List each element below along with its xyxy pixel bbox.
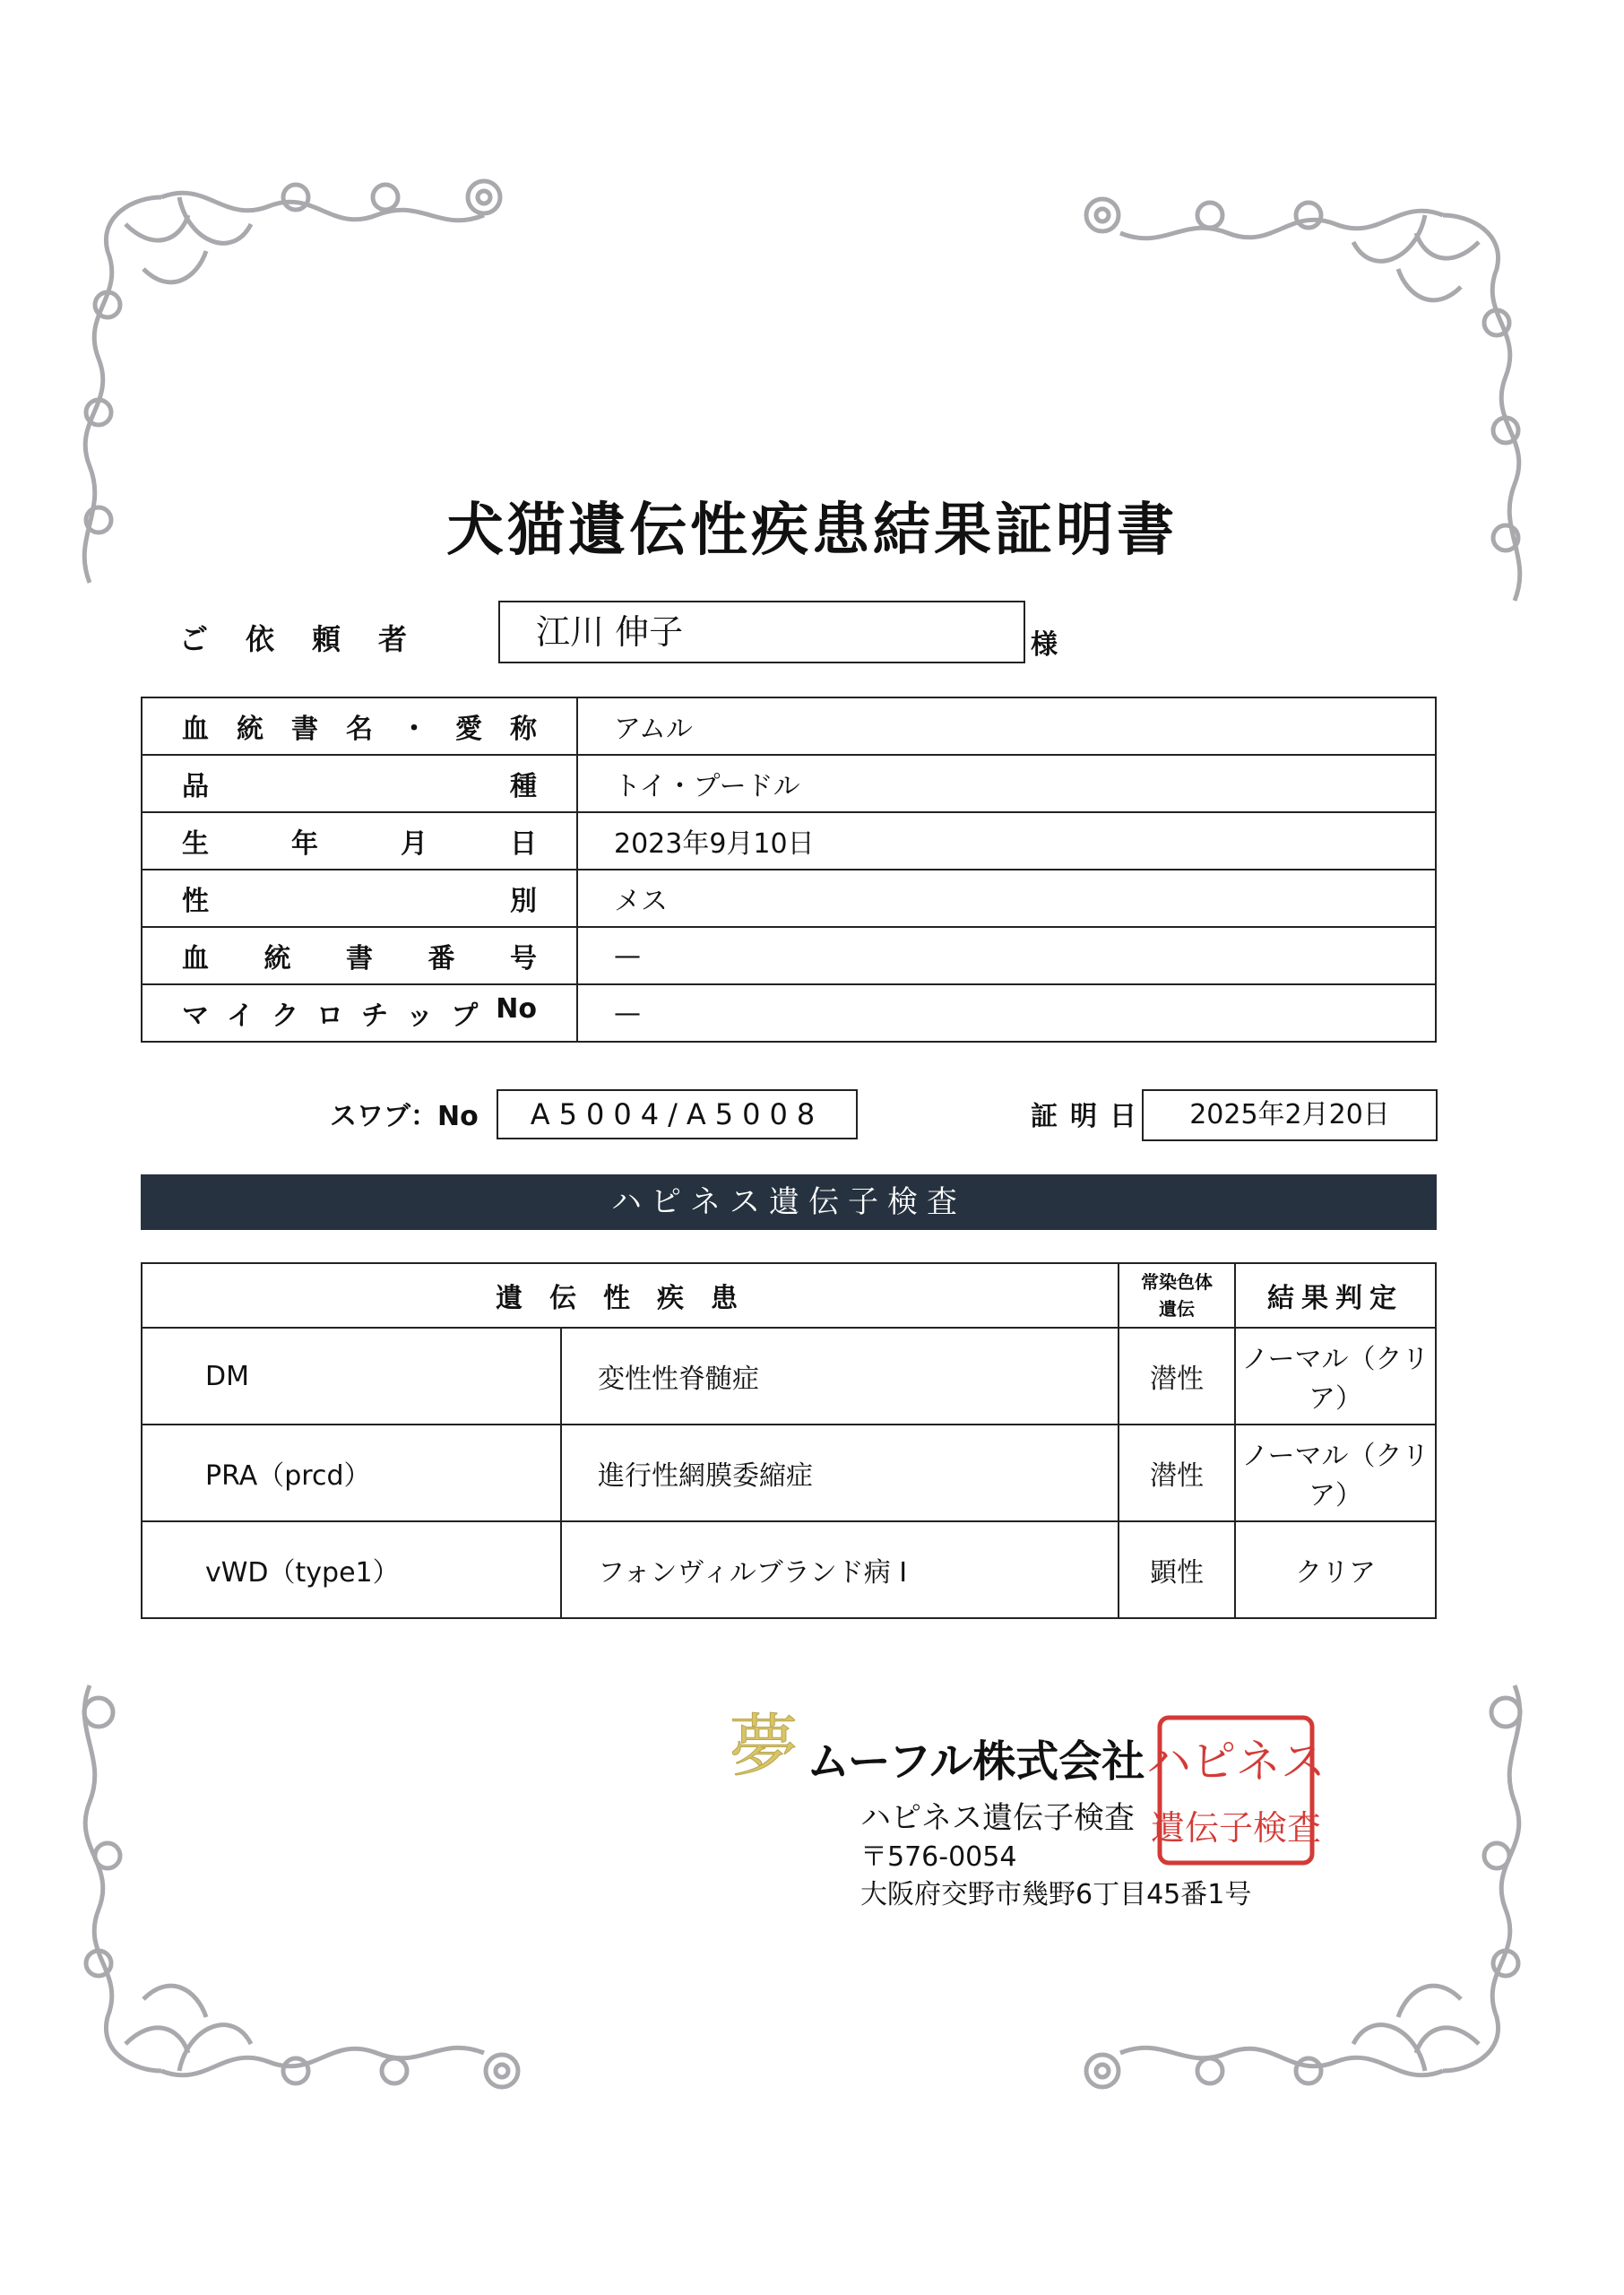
header-disease: 遺伝性疾患 [142,1263,1119,1328]
requester-honorific: 様 [1031,629,1058,661]
test-results-header [142,1263,1436,1328]
label-char: 名 [346,714,373,745]
test-row [142,1521,1436,1618]
test-result: ノーマル（クリア） [1235,1425,1436,1521]
swab-number-field: A5004/A5008 [497,1089,858,1139]
header-inheritance: 常染色体 遺伝 [1119,1263,1235,1328]
label-char: 番 [428,943,455,974]
info-row-label [142,755,577,812]
label-char: 書 [346,943,373,974]
label-char: チ [361,1000,389,1032]
label-char: マ [182,1000,209,1032]
info-row [142,984,1436,1042]
info-row-value: アムル [577,697,1436,755]
info-row-label-chars [182,821,537,861]
company-logo [726,1703,807,1788]
info-row-value: — [577,927,1436,984]
test-code: DM [142,1328,561,1425]
label-char: 統 [237,714,263,745]
info-row-label-chars [182,936,537,975]
certification-date-label: 証明日 [1031,1101,1149,1132]
test-result: ノーマル（クリア） [1235,1328,1436,1425]
info-row-label [142,697,577,755]
info-row-value: 2023年9月10日 [577,812,1436,870]
label-char: ・ [401,714,428,745]
requester-label: ご依頼者 [179,622,445,656]
label-char: ッ [406,1000,434,1032]
label-char: 月 [401,828,428,860]
pet-info-table [141,697,1437,1043]
label-char: 愛 [455,714,482,745]
section-banner: ハピネス遺伝子検査 [141,1174,1437,1230]
label-char: 生 [182,828,209,860]
company-address: 大阪府交野市幾野6丁目45番1号 [860,1879,1252,1910]
info-row-label-chars [182,879,537,918]
info-row-value: トイ・プードル [577,755,1436,812]
label-char: 品 [182,771,209,802]
info-row [142,812,1436,870]
test-inheritance: 潜性 [1119,1425,1235,1521]
label-char: 種 [510,771,537,802]
label-char: 号 [510,943,537,974]
test-inheritance: 潜性 [1119,1328,1235,1425]
info-row-label [142,984,577,1042]
seal-line-1: ハピネス [1146,1736,1326,1788]
document-title: 犬猫遺伝性疾患結果証明書 [446,498,1178,564]
test-code: vWD（type1） [142,1521,561,1618]
test-disease-name: フォンヴィルブランド病 I [561,1521,1119,1618]
company-name: ムーフル株式会社 [807,1736,1145,1787]
test-disease-name: 変性性脊髄症 [561,1328,1119,1425]
label-char: プ [451,1000,479,1032]
label-char: 書 [291,714,318,745]
seal-line-2: 遺伝子検査 [1150,1808,1322,1848]
info-row-label-chars [182,764,537,803]
info-row-label [142,927,577,984]
info-row-label-chars [182,993,537,1033]
label-char: No [496,993,537,1025]
info-row-label [142,812,577,870]
info-row [142,870,1436,927]
test-inheritance: 顕性 [1119,1521,1235,1618]
label-char: 称 [510,714,537,745]
info-row-label-chars [182,706,537,746]
info-row [142,697,1436,755]
label-char: 血 [182,943,209,974]
info-row [142,927,1436,984]
certification-date-field: 2025年2月20日 [1142,1089,1438,1141]
test-row [142,1328,1436,1425]
company-postal-code: 〒576-0054 [860,1841,1017,1873]
label-char: ロ [316,1000,344,1032]
test-row [142,1425,1436,1521]
label-char: 血 [182,714,209,745]
label-char: 性 [182,886,209,917]
company-department: ハピネス遺伝子検査 [860,1800,1135,1836]
label-char: 別 [510,886,537,917]
info-row-value: メス [577,870,1436,927]
info-row-value: — [577,984,1436,1042]
test-result: クリア [1235,1521,1436,1618]
info-row [142,755,1436,812]
header-result: 結果判定 [1235,1263,1436,1328]
label-char: 統 [263,943,291,974]
label-char: 年 [291,828,318,860]
test-disease-name: 進行性網膜委縮症 [561,1425,1119,1521]
swab-label: スワブ：No [330,1101,479,1132]
ornament-bottom-left [54,1658,556,2125]
company-seal-stamp [1146,1714,1326,1870]
requester-name-field: 江川 伸子 [498,601,1025,663]
label-char: 日 [510,828,537,860]
info-row-label [142,870,577,927]
logo-glyph: 夢 [730,1706,798,1786]
test-code: PRA（prcd） [142,1425,561,1521]
test-results-table [141,1262,1437,1619]
label-char: ク [272,1000,299,1032]
label-char: イ [227,1000,255,1032]
